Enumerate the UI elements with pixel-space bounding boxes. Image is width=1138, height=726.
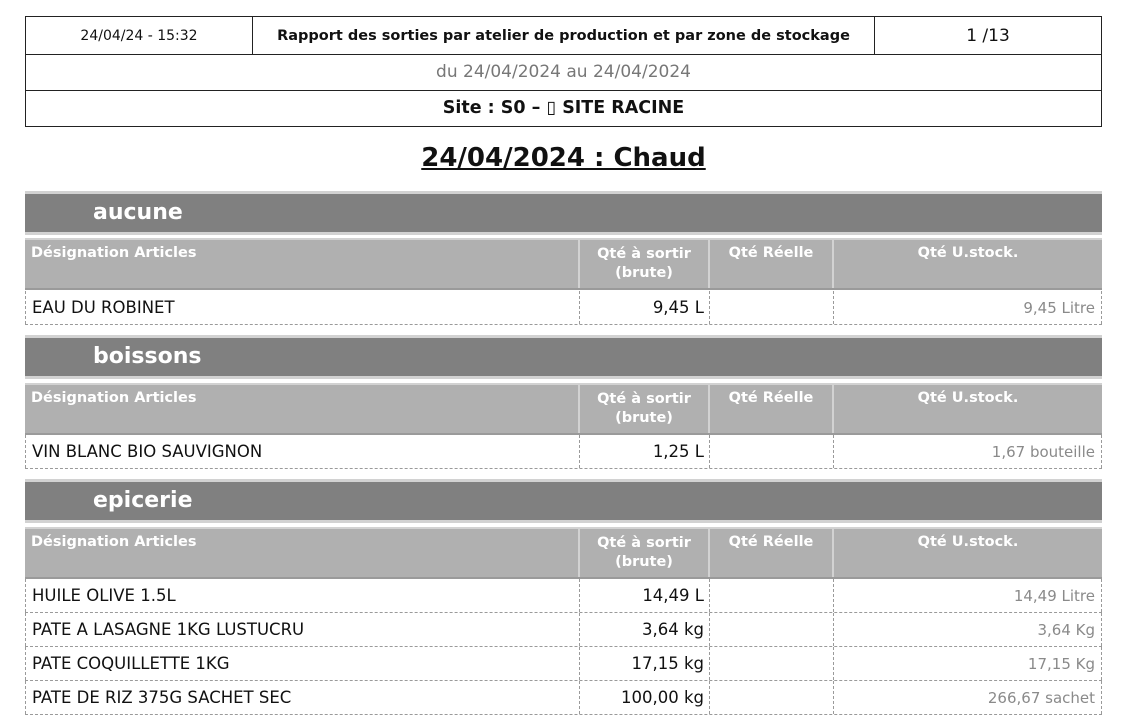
- row-designation: HUILE OLIVE 1.5L: [25, 579, 580, 612]
- row-qte-ustock: 9,45 Litre: [834, 291, 1102, 324]
- row-qte: 1,25 L: [580, 435, 710, 468]
- row-designation: VIN BLANC BIO SAUVIGNON: [25, 435, 580, 468]
- col-qte-a-sortir: [580, 240, 710, 288]
- section-header-aucune: [25, 191, 1102, 235]
- table-row: [25, 647, 1102, 681]
- row-qte: 9,45 L: [580, 291, 710, 324]
- table-row: [25, 681, 1102, 715]
- section-header-epicerie: [25, 479, 1102, 523]
- report-title: Rapport des sorties par atelier de production et par zone de stockage: [253, 17, 875, 54]
- row-qte-ustock: 1,67 bouteille: [834, 435, 1102, 468]
- col-qte-line2: (brute): [615, 265, 673, 281]
- column-headers: [25, 238, 1102, 290]
- table-row: [25, 613, 1102, 647]
- site-label: Site : S0 – ▯ SITE RACINE: [442, 98, 685, 118]
- row-qte-ustock: 266,67 sachet: [834, 681, 1102, 714]
- section-name: aucune: [93, 200, 183, 225]
- col-qte-ustock: Qté U.stock.: [917, 390, 1019, 406]
- row-qte: 3,64 kg: [580, 613, 710, 646]
- header-top-row: [26, 17, 1101, 55]
- report-header: [25, 16, 1102, 127]
- col-designation: Désignation Articles: [25, 529, 580, 577]
- page-number: 1 /13: [966, 25, 1010, 46]
- col-qte-line1: Qté à sortir: [597, 246, 691, 262]
- col-qte-reelle: Qté Réelle: [710, 385, 834, 433]
- col-designation: Désignation Articles: [25, 240, 580, 288]
- col-qte-reelle: Qté Réelle: [710, 529, 834, 577]
- col-qte-a-sortir: [580, 385, 710, 433]
- col-qte-ustock: Qté U.stock.: [917, 534, 1019, 550]
- row-qte-ustock: 14,49 Litre: [834, 579, 1102, 612]
- row-designation: PATE A LASAGNE 1KG LUSTUCRU: [25, 613, 580, 646]
- table-row: [25, 291, 1102, 325]
- col-qte-line2: (brute): [615, 410, 673, 426]
- date-range: du 24/04/2024 au 24/04/2024: [436, 62, 691, 82]
- row-designation: EAU DU ROBINET: [25, 291, 580, 324]
- row-qte-reelle: [710, 681, 834, 714]
- row-qte-ustock: 3,64 Kg: [834, 613, 1102, 646]
- section-name: boissons: [93, 344, 202, 369]
- row-qte: 14,49 L: [580, 579, 710, 612]
- col-designation: Désignation Articles: [25, 385, 580, 433]
- col-qte-ustock: Qté U.stock.: [917, 245, 1019, 261]
- row-designation: PATE DE RIZ 375G SACHET SEC: [25, 681, 580, 714]
- section-name: epicerie: [93, 488, 193, 513]
- row-qte: 17,15 kg: [580, 647, 710, 680]
- column-headers: [25, 527, 1102, 579]
- row-qte-reelle: [710, 647, 834, 680]
- header-range-row: [26, 54, 1101, 91]
- row-qte-reelle: [710, 435, 834, 468]
- row-qte-reelle: [710, 291, 834, 324]
- col-qte-line1: Qté à sortir: [597, 535, 691, 551]
- col-qte-line1: Qté à sortir: [597, 391, 691, 407]
- col-qte-a-sortir: [580, 529, 710, 577]
- row-qte-ustock: 17,15 Kg: [834, 647, 1102, 680]
- table-row: [25, 435, 1102, 469]
- col-qte-line2: (brute): [615, 554, 673, 570]
- header-site-row: [26, 90, 1101, 126]
- section-header-boissons: [25, 335, 1102, 379]
- col-qte-reelle: Qté Réelle: [710, 240, 834, 288]
- row-designation: PATE COQUILLETTE 1KG: [25, 647, 580, 680]
- print-datetime: 24/04/24 - 15:32: [26, 17, 253, 54]
- column-headers: [25, 383, 1102, 435]
- row-qte: 100,00 kg: [580, 681, 710, 714]
- table-row: [25, 579, 1102, 613]
- day-title: 24/04/2024 : Chaud: [421, 143, 706, 173]
- row-qte-reelle: [710, 613, 834, 646]
- row-qte-reelle: [710, 579, 834, 612]
